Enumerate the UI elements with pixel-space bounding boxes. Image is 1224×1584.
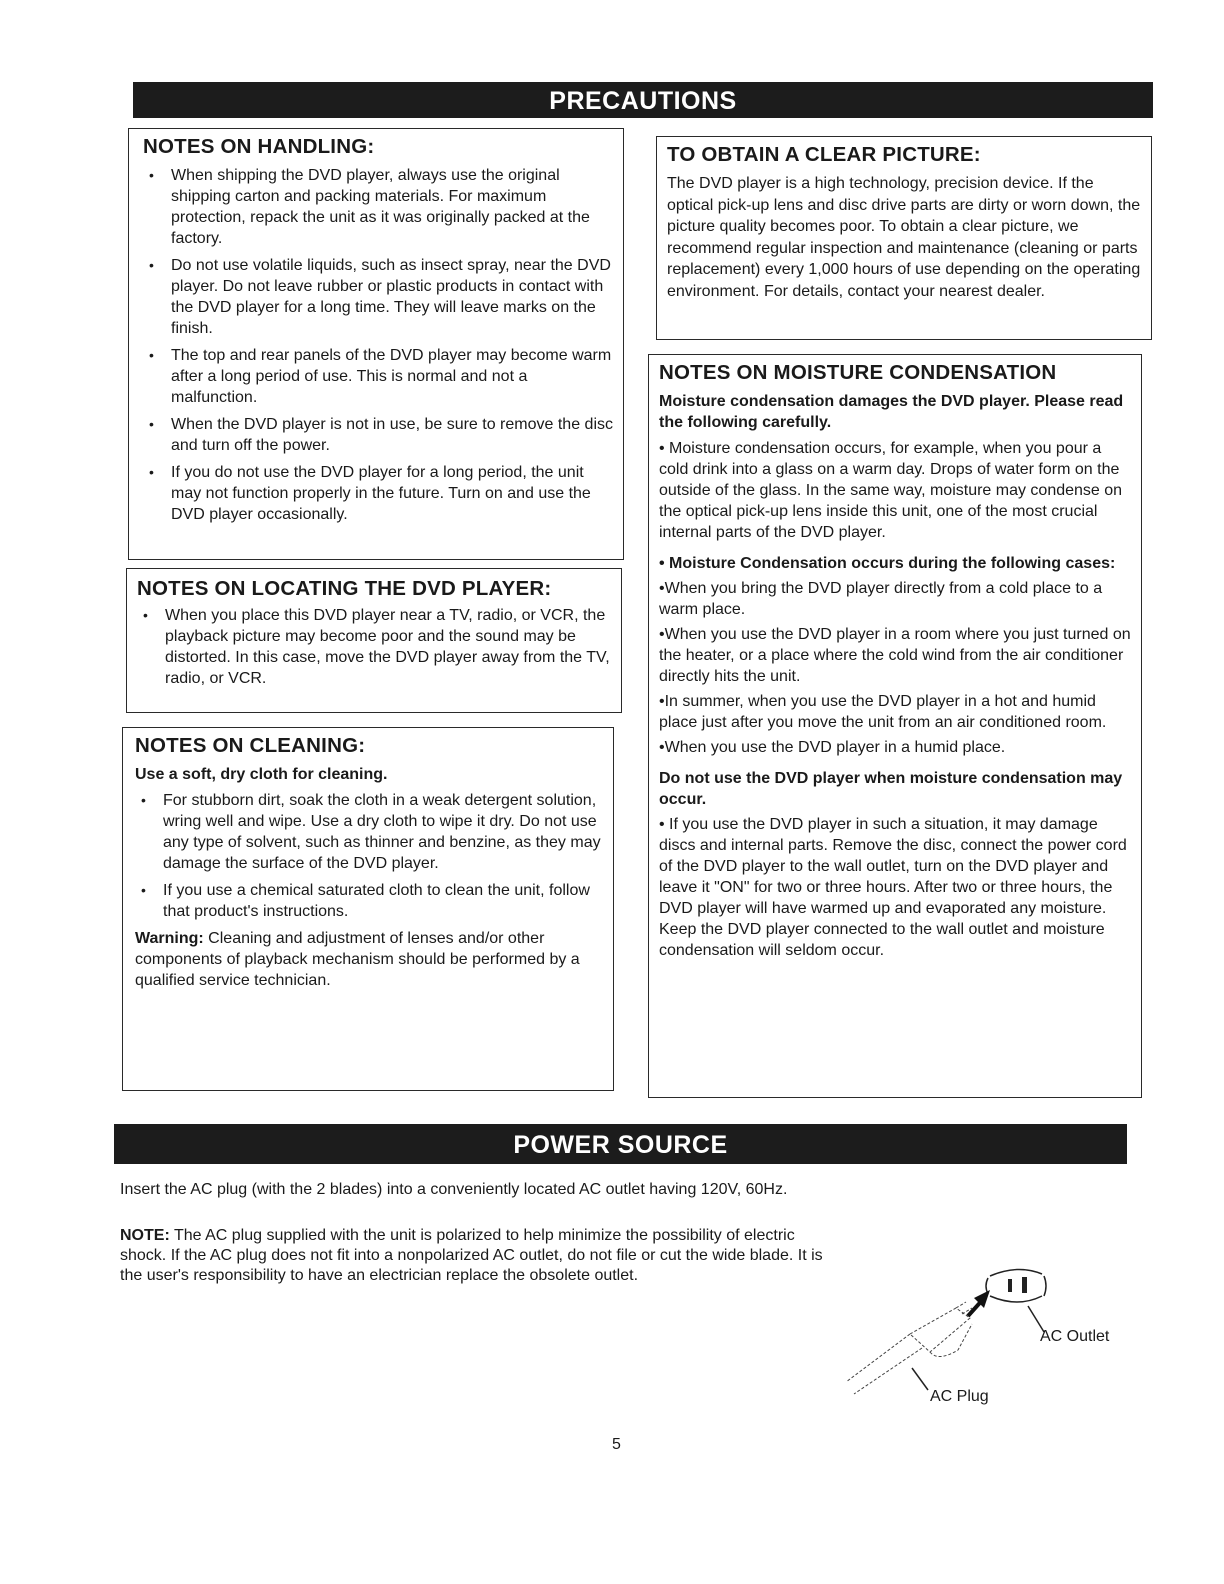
power-source-title: POWER SOURCE bbox=[513, 1131, 728, 1159]
precautions-title: PRECAUTIONS bbox=[549, 87, 737, 115]
note-text: The AC plug supplied with the unit is polarized to help minimize the possibility of electric shock. If the AC plug does not fit into a nonpolarized AC outlet, do not file or cut the wide blade. It is the user's responsibility to have an electrician replace the obsolete outlet. bbox=[120, 1227, 823, 1284]
moisture-case: •When you use the DVD player in a room where you just turned on the heater, or a place where the cold wind from the air conditioner directly hits the unit. bbox=[659, 626, 1131, 685]
list-item: • If you do not use the DVD player for a long period, the unit may not function properly in the future. Turn on and use the DVD player occasionally. bbox=[143, 462, 613, 525]
list-item: • When the DVD player is not in use, be sure to remove the disc and turn off the power. bbox=[143, 414, 613, 456]
plug-leader-line bbox=[912, 1368, 928, 1390]
notes-handling-section bbox=[128, 128, 624, 560]
moisture-subtitle: Moisture condensation damages the DVD player. Please read the following carefully. bbox=[659, 393, 1124, 431]
picture-text: The DVD player is a high technology, precision device. If the optical pick-up lens and disc drive parts are dirty or worn down, the picture quality becomes poor. To obtain a clear picture, we recommend regular inspection and maintenance (cleaning or parts replacement) every 1,000 hours of use depending on the operating environment. For details, contact your nearest dealer. bbox=[667, 175, 1141, 300]
page-number: 5 bbox=[612, 1436, 621, 1453]
ac-outlet-icon bbox=[986, 1269, 1046, 1302]
notes-locating-section bbox=[126, 568, 622, 713]
moisture-warning-text: • If you use the DVD player in such a situation, it may damage discs and internal parts. Remove the disc, connect the power cord of the DVD player to the wall outlet, turn on the DVD player and leave it "ON" for two or three hours. After two or three hours, the DVD player will have warmed up and evaporated any moisture. Keep the DVD player connected to the wall outlet and moisture condensation will seldom occur. bbox=[659, 816, 1127, 959]
moisture-case: •When you use the DVD player in a humid place. bbox=[659, 739, 1006, 756]
power-paragraph: Insert the AC plug (with the 2 blades) into a conveniently located AC outlet having 120V, 60Hz. bbox=[120, 1181, 788, 1198]
cleaning-warning bbox=[135, 928, 603, 991]
moisture-cases-title: • Moisture Condensation occurs during the following cases: bbox=[659, 555, 1116, 572]
moisture-paragraph: • Moisture condensation occurs, for example, when you pour a cold drink into a glass on a warm day. Drops of water form on the outside of the glass. In the same way, moisture may condense on the optical pick-up lens inside this unit, one of the most crucial internal parts of the DVD player. bbox=[659, 440, 1123, 541]
ac-plug-icon bbox=[846, 1302, 972, 1394]
cleaning-list bbox=[135, 790, 603, 922]
list-item: • If you use a chemical saturated cloth to clean the unit, follow that product's instructions. bbox=[135, 880, 603, 922]
moisture-warning-title: Do not use the DVD player when moisture condensation may occur. bbox=[659, 770, 1123, 808]
list-item: • Do not use volatile liquids, such as insect spray, near the DVD player. Do not leave rubber or plastic products in contact with the DVD player for a long time. They will leave marks on the finish. bbox=[143, 255, 613, 339]
locating-list bbox=[137, 605, 611, 689]
power-source-banner bbox=[114, 1124, 1127, 1164]
picture-title: TO OBTAIN A CLEAR PICTURE: bbox=[667, 143, 981, 166]
power-source-text bbox=[120, 1180, 840, 1312]
note-label: NOTE: bbox=[120, 1227, 170, 1244]
insert-arrow-icon bbox=[968, 1290, 990, 1316]
notes-cleaning-section bbox=[122, 727, 614, 1091]
ac-outlet-label: AC Outlet bbox=[1040, 1328, 1110, 1345]
list-item: • For stubborn dirt, soak the cloth in a weak detergent solution, wring well and wipe. Use a dry cloth to wipe it dry. Do not use any type of solvent, such as thinner and benzine, as they may damage the surface of the DVD player. bbox=[135, 790, 603, 874]
list-item: • The top and rear panels of the DVD player may become warm after a long period of use. This is normal and not a malfunction. bbox=[143, 345, 613, 408]
precautions-banner bbox=[133, 82, 1153, 118]
moisture-condensation-section bbox=[648, 354, 1142, 1098]
moisture-case: •In summer, when you use the DVD player in a hot and humid place just after you move the unit from an air conditioned room. bbox=[659, 693, 1107, 731]
moisture-case: •When you bring the DVD player directly from a cold place to a warm place. bbox=[659, 580, 1103, 618]
moisture-title: NOTES ON MOISTURE CONDENSATION bbox=[659, 361, 1057, 384]
ac-plug-diagram bbox=[838, 1262, 1138, 1412]
handling-list bbox=[143, 165, 613, 525]
power-note bbox=[120, 1226, 840, 1286]
locating-title: NOTES ON LOCATING THE DVD PLAYER: bbox=[137, 577, 552, 600]
cleaning-subtitle: Use a soft, dry cloth for cleaning. bbox=[135, 766, 388, 783]
cleaning-title: NOTES ON CLEANING: bbox=[135, 734, 366, 757]
warning-text: Cleaning and adjustment of lenses and/or other components of playback mechanism should be performed by a qualified service technician. bbox=[135, 930, 580, 989]
ac-plug-label: AC Plug bbox=[930, 1388, 989, 1405]
warning-label: Warning: bbox=[135, 930, 204, 947]
list-item: • When shipping the DVD player, always use the original shipping carton and packing materials. For maximum protection, repack the unit as it was originally packed at the factory. bbox=[143, 165, 613, 249]
handling-title: NOTES ON HANDLING: bbox=[143, 135, 375, 158]
clear-picture-section bbox=[656, 136, 1152, 340]
list-item: • When you place this DVD player near a TV, radio, or VCR, the playback picture may become poor and the sound may be distorted. In this case, move the DVD player away from the TV, radio, or VCR. bbox=[137, 605, 611, 689]
